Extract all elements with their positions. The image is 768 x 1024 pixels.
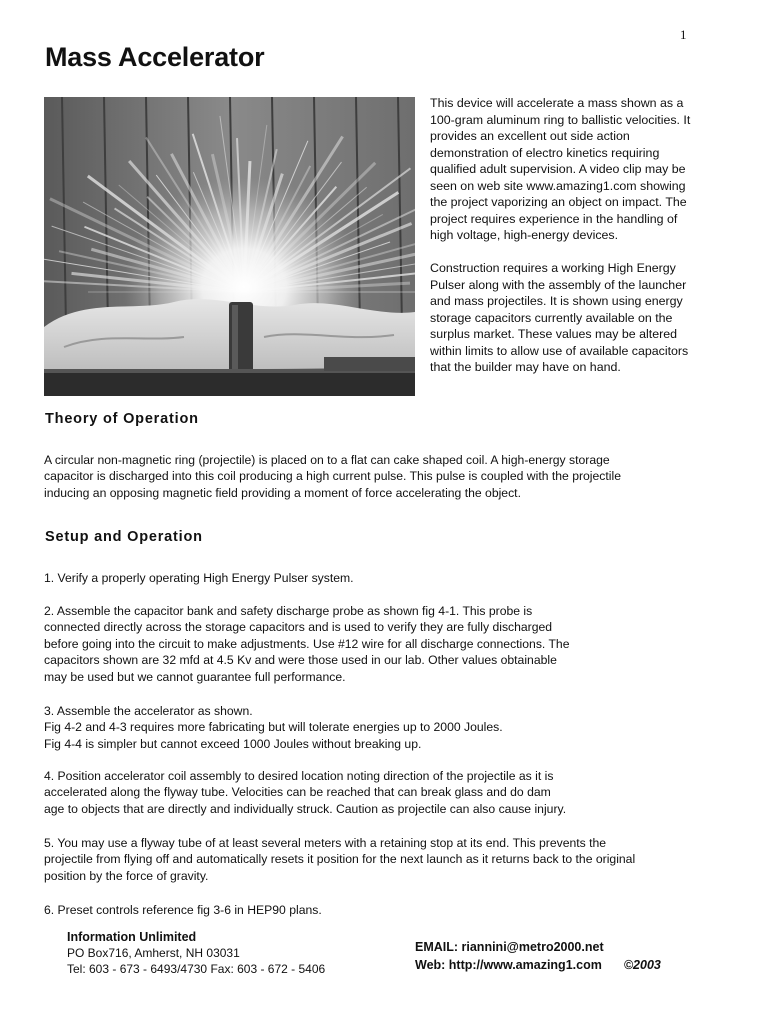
setup-line: position by the force of gravity. bbox=[44, 868, 209, 883]
intro-line: Construction requires a working High Energy bbox=[430, 261, 676, 275]
intro-line: surplus market. These values may be altered bbox=[430, 327, 678, 341]
setup-line: age to objects that are directly and individually struck. Caution as projectile can also cause injury. bbox=[44, 801, 567, 816]
setup-step-3 bbox=[44, 703, 734, 752]
footer-phone: Tel: 603 - 673 - 6493/4730 Fax: 603 - 672 - 5406 bbox=[67, 962, 326, 976]
setup-line: connected directly across the storage capacitors and is used to verify they are fully discharged bbox=[44, 620, 553, 635]
setup-step-5 bbox=[44, 835, 734, 884]
theory-line: inducing an opposing magnetic field providing a moment of force accelerating the object. bbox=[44, 485, 521, 500]
theory-line: A circular non-magnetic ring (projectile) is placed on to a flat can cake shaped coil. A high-energy storage bbox=[44, 453, 610, 467]
theory-heading: Theory of Operation bbox=[45, 411, 199, 427]
intro-line: seen on web site www.amazing1.com showing bbox=[430, 178, 686, 193]
intro-line: demonstration of electro kinetics requiring bbox=[430, 145, 660, 160]
setup-line: Fig 4-4 is simpler but cannot exceed 1000 Joules without breaking up. bbox=[44, 736, 422, 751]
intro-line: This device will accelerate a mass shown as a bbox=[430, 96, 684, 110]
accelerator-photo bbox=[44, 97, 415, 396]
setup-line: capacitors shown are 32 mfd at 4.5 Kv and were those used in our lab. Other values obtainable bbox=[44, 653, 557, 668]
footer-org: Information Unlimited bbox=[67, 930, 197, 944]
setup-line: 1. Verify a properly operating High Energy Pulser system. bbox=[44, 571, 354, 585]
page-title: Mass Accelerator bbox=[45, 42, 265, 72]
setup-line: may be used but we cannot guarantee full performance. bbox=[44, 669, 346, 684]
setup-heading: Setup and Operation bbox=[45, 529, 203, 545]
theory-line: capacitor is discharged into this coil producing a high current pulse. This pulse is coupled with the projectile bbox=[44, 469, 621, 484]
setup-line: before going into the circuit to make adjustments. Use #12 wire for all discharge connections. The bbox=[44, 636, 570, 651]
intro-line: within limits to allow use of available capacitors bbox=[430, 343, 689, 358]
intro-line: high voltage, high-energy devices. bbox=[430, 228, 619, 242]
footer-copyright: ©2003 bbox=[623, 958, 661, 972]
footer-online bbox=[415, 938, 661, 974]
intro-line: qualified adult supervision. A video clip may be bbox=[430, 162, 686, 176]
setup-line: 4. Position accelerator coil assembly to desired location noting direction of the projectile as it is bbox=[44, 769, 554, 783]
footer-email[interactable]: EMAIL: riannini@metro2000.net bbox=[415, 940, 604, 954]
footer-contact bbox=[67, 929, 325, 977]
intro-paragraph-2 bbox=[430, 260, 726, 376]
intro-line: 100-gram aluminum ring to ballistic velocities. It bbox=[430, 112, 691, 127]
setup-line: 6. Preset controls reference fig 3-6 in HEP90 plans. bbox=[44, 903, 322, 917]
setup-line: 5. You may use a flyway tube of at least several meters with a retaining stop at its end. This prevents the bbox=[44, 836, 607, 850]
setup-line: Fig 4-2 and 4-3 requires more fabricating but will tolerate energies up to 2000 Joules. bbox=[44, 720, 503, 735]
setup-step-2 bbox=[44, 603, 734, 685]
footer-address: PO Box716, Amherst, NH 03031 bbox=[67, 946, 240, 960]
setup-line: accelerated along the flyway tube. Velocities can be reached that can break glass and do dam bbox=[44, 785, 551, 800]
intro-line: Pulser along with the assembly of the launcher bbox=[430, 277, 687, 292]
intro-line: project requires experience in the handling of bbox=[430, 211, 678, 226]
page-number: 1 bbox=[680, 27, 687, 42]
setup-line: projectile from flying off and automatically resets it position for the next launch as it returns back to the original bbox=[44, 852, 636, 867]
footer-web[interactable]: Web: http://www.amazing1.com bbox=[415, 958, 602, 972]
setup-line: 2. Assemble the capacitor bank and safety discharge probe as shown fig 4-1. This probe is bbox=[44, 604, 533, 618]
intro-line: storage capacitors currently available on the bbox=[430, 310, 673, 325]
intro-line: that the builder may have on hand. bbox=[430, 360, 621, 374]
intro-line: provides an excellent out side action bbox=[430, 129, 630, 143]
intro-paragraph-1 bbox=[430, 95, 726, 244]
setup-step-6 bbox=[44, 902, 734, 918]
theory-text bbox=[44, 452, 734, 501]
setup-step-1 bbox=[44, 570, 734, 586]
setup-line: 3. Assemble the accelerator as shown. bbox=[44, 704, 253, 718]
accelerator-photo-image bbox=[44, 97, 415, 396]
intro-line: the project vaporizing an object on impact. The bbox=[430, 195, 687, 209]
intro-text bbox=[430, 95, 726, 392]
intro-line: and mass projectiles. It is shown using energy bbox=[430, 294, 683, 308]
setup-step-4 bbox=[44, 768, 734, 817]
